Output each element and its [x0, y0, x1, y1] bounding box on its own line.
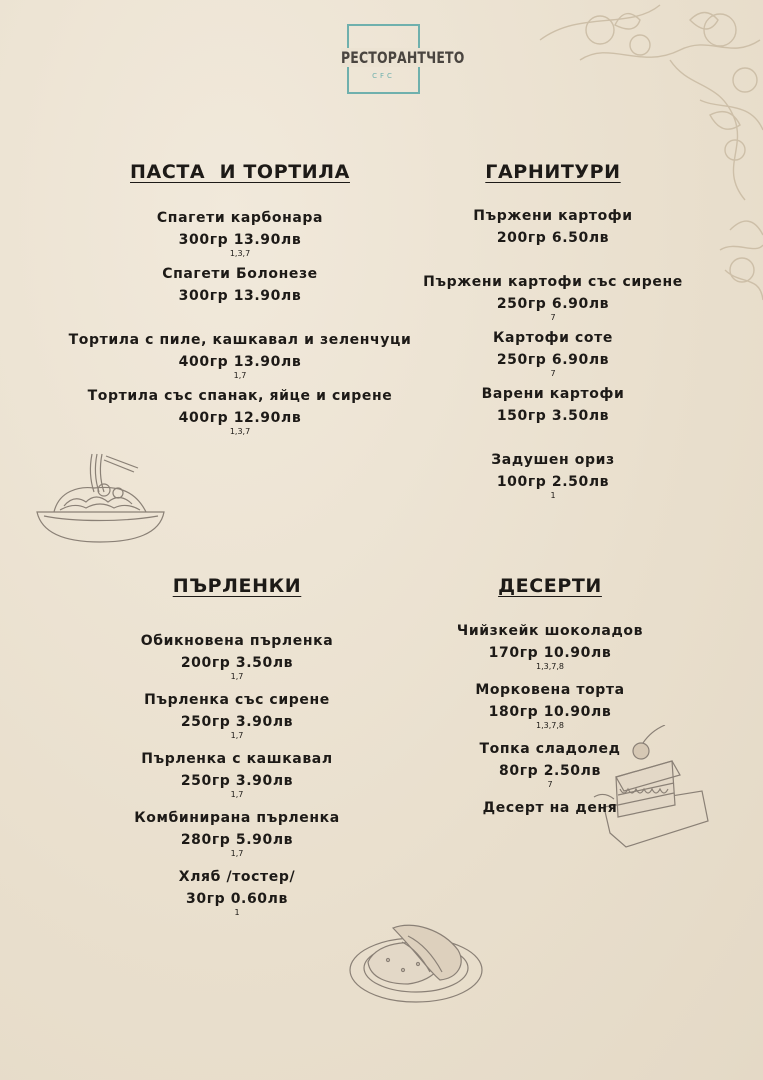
- menu-item: [403, 330, 703, 378]
- menu-item-allergens: 1,7: [230, 731, 244, 740]
- menu-item-price: 300гр 13.90лв: [178, 288, 302, 304]
- menu-item-price: 80гр 2.50лв: [499, 763, 601, 779]
- menu-item-price: 300гр 13.90лв: [178, 232, 302, 248]
- menu-item-name: Варени картофи: [481, 386, 625, 402]
- menu-item-name: Десерт на деня: [482, 800, 618, 816]
- section-title: ПЪРЛЕНКИ: [172, 575, 302, 597]
- menu-item-name: Пърленка с кашкавал: [141, 751, 333, 767]
- menu-item-allergens: 1: [234, 908, 240, 917]
- menu-item-allergens: 1,7: [233, 371, 247, 380]
- section-title: ПАСТА И ТОРТИЛА: [130, 161, 350, 183]
- menu-item-price: 200гр 6.50лв: [496, 230, 610, 246]
- menu-item-name: Чийзкейк шоколадов: [456, 623, 644, 639]
- menu-item-name: Пържени картофи: [473, 208, 633, 224]
- menu-item-allergens: 7: [547, 780, 553, 789]
- menu-item-name: Обикновена пърленка: [140, 633, 334, 649]
- menu-item-price: 180гр 10.90лв: [488, 704, 612, 720]
- floral-ornament-leaf: [730, 221, 763, 235]
- menu-item: [40, 266, 440, 304]
- menu-item: [403, 452, 703, 500]
- menu-item-name: Комбинирана пърленка: [134, 810, 340, 826]
- menu-item: [40, 210, 440, 258]
- menu-item: [403, 208, 703, 246]
- menu-item-name: Спагети Болонезе: [162, 266, 318, 282]
- menu-item-name: Тортила със спанак, яйце и сирене: [87, 388, 393, 404]
- menu-item-price: 30гр 0.60лв: [186, 891, 288, 907]
- menu-item-price: 150гр 3.50лв: [496, 408, 610, 424]
- menu-item-name: Тортила с пиле, кашкавал и зеленчуци: [68, 332, 412, 348]
- menu-item-price: 250гр 3.90лв: [180, 773, 294, 789]
- menu-item-allergens: 7: [550, 369, 556, 378]
- menu-item-allergens: 1,7: [230, 790, 244, 799]
- menu-item-name: Хляб /тостер/: [178, 869, 296, 885]
- menu-item-name: Спагети карбонара: [156, 210, 324, 226]
- menu-item: [40, 332, 440, 380]
- menu-item-name: Пърленка със сирене: [144, 692, 330, 708]
- menu-item: [40, 388, 440, 436]
- flatbread-illustration: [348, 920, 488, 1005]
- logo-name: РЕСТОРАНТЧЕТО: [340, 48, 465, 67]
- menu-item-price: 280гр 5.90лв: [180, 832, 294, 848]
- menu-item-allergens: 1,7: [230, 672, 244, 681]
- menu-item: [97, 633, 377, 681]
- section-desserts: [420, 575, 680, 825]
- menu-item: [420, 741, 680, 789]
- section-title: ДЕСЕРТИ: [498, 575, 602, 597]
- menu-item-name: Морковена торта: [475, 682, 625, 698]
- menu-item-price: 400гр 12.90лв: [178, 410, 302, 426]
- menu-item: [97, 751, 377, 799]
- section-side-dishes: [403, 161, 703, 511]
- menu-item-allergens: 1,3,7,8: [536, 721, 564, 730]
- section-title: ГАРНИТУРИ: [485, 161, 621, 183]
- menu-item-price: 400гр 13.90лв: [178, 354, 302, 370]
- menu-item-name: Картофи соте: [493, 330, 613, 346]
- menu-item-allergens: 1,3,7: [229, 427, 251, 436]
- menu-item-allergens: 1,3,7: [229, 249, 251, 258]
- menu-item-price: 250гр 6.90лв: [496, 296, 610, 312]
- menu-item-price: 250гр 3.90лв: [180, 714, 294, 730]
- menu-item: [97, 692, 377, 740]
- menu-item: [403, 274, 703, 322]
- menu-item-allergens: 1: [550, 491, 556, 500]
- menu-item: [97, 869, 377, 917]
- menu-item: [420, 682, 680, 730]
- logo-subtitle: CFC: [372, 72, 395, 80]
- menu-item-price: 200гр 3.50лв: [180, 655, 294, 671]
- menu-item-allergens: 7: [550, 313, 556, 322]
- menu-item-allergens: 1,7: [230, 849, 244, 858]
- menu-item: [420, 800, 680, 816]
- spaghetti-bowl-illustration: [34, 446, 169, 546]
- menu-item-name: Задушен ориз: [491, 452, 615, 468]
- menu-item-name: Топка сладолед: [479, 741, 621, 757]
- menu-item-name: Пържени картофи със сирене: [423, 274, 683, 290]
- section-pasta-tortilla: [40, 161, 440, 461]
- menu-item-price: 250гр 6.90лв: [496, 352, 610, 368]
- menu-item-price: 170гр 10.90лв: [488, 645, 612, 661]
- menu-item: [97, 810, 377, 858]
- menu-item: [403, 386, 703, 424]
- menu-item-price: 100гр 2.50лв: [496, 474, 610, 490]
- section-parlenki: [97, 575, 377, 935]
- menu-item: [420, 623, 680, 671]
- menu-item-allergens: 1,3,7,8: [536, 662, 564, 671]
